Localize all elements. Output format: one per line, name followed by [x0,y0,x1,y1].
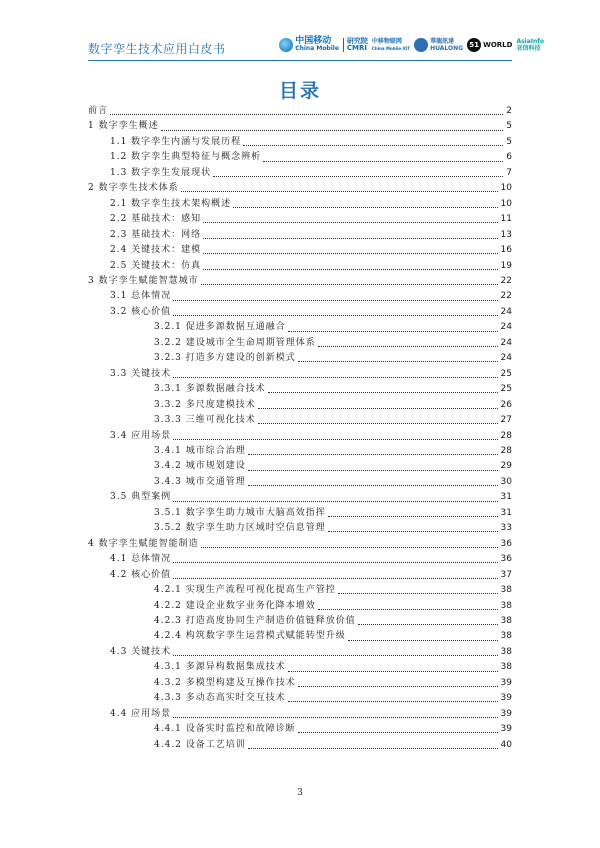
toc-entry-label: 4.2.3 打造高度协同生产制造价值链释放价值 [154,615,356,626]
toc-heading: 目录 [278,80,321,102]
toc-entry[interactable] [88,444,512,459]
toc-entry-page: 22 [500,275,512,286]
toc-entry-label: 4.2.1 实现生产流程可视化提高生产管控 [154,585,336,596]
toc-entry-page: 31 [500,492,512,503]
dot-leader [358,624,498,625]
toc-entry-label: 4.2.2 建设企业数字业务化降本增效 [154,600,316,611]
toc-entry-label: 1 数字孪生概述 [88,121,159,132]
toc-entry-label: 前言 [88,106,109,116]
china-mobile-en: China Mobile [295,45,339,52]
toc-entry[interactable] [88,490,512,505]
toc-entry-label: 3.3.3 三维可视化技术 [154,415,256,426]
toc-entry-label: 2 数字孪生技术体系 [88,183,179,194]
asiainfo-cn: 亚信科技 [516,45,541,52]
toc-entry-label: 4.3 关键技术 [110,646,172,657]
toc-entry-label: 4.3.3 多动态高实时交互技术 [154,693,286,704]
toc-entry[interactable] [88,259,512,274]
toc-entry-page: 25 [500,384,512,395]
dot-leader [248,454,498,455]
toc-entry-page: 24 [500,306,512,317]
toc-entry[interactable] [88,119,512,134]
dot-leader [288,331,498,332]
toc-entry[interactable] [88,135,512,150]
dot-leader [318,609,498,610]
dot-leader [288,671,498,672]
asiainfo-en: AsiaInfo [516,38,544,45]
toc-entry[interactable] [88,722,512,737]
toc-entry[interactable] [88,521,512,536]
toc-entry-label: 1.3 数字孪生发展现状 [110,167,212,178]
toc-entry[interactable] [88,212,512,227]
toc-entry-page: 38 [500,631,512,642]
page-number: 3 [297,788,303,798]
toc-entry-label: 4.2.4 构筑数字孪生运营模式赋能转型升级 [154,631,346,642]
toc-entry[interactable] [88,274,512,289]
toc-entry-label: 3.5.2 数字孪生助力区域时空信息管理 [154,523,326,534]
dot-leader [248,748,498,749]
document-title: 数字孪生技术应用白皮书 [88,42,226,56]
dot-leader [268,392,498,393]
hualong-logo [414,38,463,52]
hualong-en: HUALONG [430,45,464,52]
toc-entry-label: 3.3.1 多源数据融合技术 [154,384,266,395]
china-mobile-cn: 中国移动 [295,36,332,46]
dot-leader [298,686,498,687]
asiainfo-logo [516,38,544,52]
dot-leader [173,562,497,563]
51world-icon: 51 [467,38,481,52]
toc-entry-label: 3.2.2 建设城市全生命周期管理体系 [154,337,316,348]
toc-entry[interactable] [88,429,512,444]
toc-entry[interactable] [88,243,512,258]
toc-entry[interactable] [88,228,512,243]
toc-entry-page: 38 [500,662,512,673]
toc-entry-label: 4.4 应用场景 [110,708,172,719]
toc-entry-page: 11 [500,214,512,225]
toc-entry-label: 3.4.1 城市综合治理 [154,445,246,456]
toc-entry-label: 3.2.1 促进多源数据互通融合 [154,322,286,333]
dot-leader [203,253,497,254]
toc-entry-label: 4.3.1 多源异构数据集成技术 [154,662,286,673]
dot-leader [173,501,497,502]
toc-entry-page: 25 [500,368,512,379]
dot-leader [248,470,498,471]
dot-leader [201,547,498,548]
dot-leader [110,114,503,115]
toc-entry-page: 33 [500,523,512,534]
toc-entry-label: 3.4.3 城市交通管理 [154,476,246,487]
toc-entry-page: 39 [500,724,512,735]
dot-leader [328,516,498,517]
dot-leader [173,377,497,378]
toc-entry[interactable] [88,676,512,691]
toc-entry-page: 10 [500,198,512,209]
toc-entry-page: 27 [500,415,512,426]
toc-entry[interactable] [88,367,512,382]
toc-entry[interactable] [88,568,512,583]
toc-entry-page: 31 [500,507,512,518]
toc-entry-label: 2.4 关键技术：建模 [110,245,202,256]
toc-entry[interactable] [88,629,512,644]
toc-entry-label: 4.4.2 设备工艺培训 [154,739,246,750]
toc-entry-page: 6 [506,152,512,163]
dot-leader [203,238,497,239]
dot-leader [173,717,497,718]
toc-entry[interactable] [88,537,512,552]
toc-entry[interactable] [88,289,512,304]
toc-entry-label: 3 数字孪生赋能智慧城市 [88,275,199,286]
cmri-logo [343,38,368,52]
dot-leader [213,176,503,177]
toc-entry[interactable] [88,351,512,366]
toc-entry[interactable] [88,552,512,567]
dot-leader [173,578,497,579]
toc-entry-page: 29 [500,461,512,472]
iot-cn: 中移物联网 [371,38,402,45]
dot-leader [248,485,498,486]
toc-entry[interactable] [88,166,512,181]
toc-entry-page: 5 [506,136,512,147]
toc-entry-page: 2 [506,106,512,116]
toc-entry-label: 3.5.1 数字孪生助力城市大脑高效指挥 [154,507,326,518]
toc-entry-label: 4.4.1 设备实时监控和故障诊断 [154,724,296,735]
toc-entry-page: 38 [500,646,512,657]
toc-entry[interactable] [88,691,512,706]
toc-entry-label: 1.1 数字孪生内涵与发展历程 [110,136,242,147]
toc-entry-page: 37 [500,569,512,580]
dot-leader [298,732,498,733]
toc-entry-label: 2.3 基础技术：网络 [110,229,202,240]
toc-entry[interactable] [88,738,512,753]
toc-entry[interactable] [88,475,512,490]
toc-entry-page: 13 [500,229,512,240]
cmri-en: CMRI [346,44,368,52]
dot-leader [161,130,504,131]
dot-leader [318,346,498,347]
toc-entry[interactable] [88,382,512,397]
toc-entry-label: 3.2 核心价值 [110,306,172,317]
dot-leader [173,315,497,316]
toc-entry-label: 1.2 数字孪生典型特征与概念辨析 [110,152,262,163]
toc-entry[interactable] [88,707,512,722]
toc-entry-page: 28 [500,430,512,441]
toc-entry-page: 24 [500,322,512,333]
toc-entry-page: 40 [500,739,512,750]
toc-entry-page: 10 [500,183,512,194]
51world-logo [467,38,512,52]
toc-entry-page: 7 [506,167,512,178]
toc-entry-label: 3.4 应用场景 [110,430,172,441]
toc-entry[interactable] [88,506,512,521]
toc-entry[interactable] [88,150,512,165]
dot-leader [348,640,498,641]
logo-strip [279,38,544,52]
dot-leader [173,655,497,656]
hualong-cn: 華龍訊達 [430,38,455,45]
51world-text: WORLD [483,40,513,49]
cmri-cn: 研究院 [346,37,368,45]
dot-leader [258,408,498,409]
toc-entry-label: 2.1 数字孪生技术架构概述 [110,198,232,209]
toc-entry-page: 39 [500,677,512,688]
toc-entry[interactable] [88,398,512,413]
toc-entry[interactable] [88,320,512,335]
toc-entry[interactable] [88,305,512,320]
toc-entry-page: 30 [500,476,512,487]
toc-entry-page: 36 [500,538,512,549]
toc-entry-page: 38 [500,615,512,626]
dot-leader [258,423,498,424]
toc-entry[interactable] [88,413,512,428]
toc-entry-page: 5 [506,121,512,132]
toc-entry-label: 3.2.3 打造多方建设的创新模式 [154,353,296,364]
toc-entry-page: 36 [500,554,512,565]
toc-entry-label: 4 数字孪生赋能智能制造 [88,538,199,549]
dot-leader [173,300,497,301]
toc-entry-page: 38 [500,600,512,611]
dot-leader [263,161,503,162]
toc-entry[interactable] [88,197,512,212]
toc-entry-page: 38 [500,585,512,596]
dot-leader [298,361,498,362]
page-header [0,0,600,62]
toc-entry-label: 3.3 关键技术 [110,368,172,379]
toc-entry-label: 4.1 总体情况 [110,554,172,565]
toc-entry-page: 28 [500,445,512,456]
dot-leader [338,593,498,594]
toc-entry-page: 22 [500,291,512,302]
toc-entry-page: 24 [500,353,512,364]
toc-entry-label: 3.1 总体情况 [110,291,172,302]
toc-entry[interactable] [88,181,512,196]
china-mobile-icon [279,38,293,52]
toc-entry[interactable] [88,583,512,598]
toc-entry-page: 24 [500,337,512,348]
toc-entry[interactable] [88,599,512,614]
toc-entry[interactable] [88,104,512,119]
toc-entry[interactable] [88,336,512,351]
dot-leader [243,145,503,146]
toc-entry-page: 16 [500,245,512,256]
china-mobile-logo [279,38,339,52]
toc-entry-label: 2.2 基础技术：感知 [110,214,202,225]
dot-leader [201,284,498,285]
toc-entry-label: 3.3.2 多尺度建模技术 [154,399,256,410]
toc-entry-label: 3.4.2 城市规划建设 [154,461,246,472]
hualong-icon [414,38,428,52]
iot-logo [372,38,410,52]
toc-entry-page: 19 [500,260,512,271]
toc-entry-label: 3.5 典型案例 [110,492,172,503]
toc-entry-label: 2.5 关键技术：仿真 [110,260,202,271]
dot-leader [233,207,497,208]
dot-leader [328,531,498,532]
dot-leader [203,222,497,223]
dot-leader [173,439,497,440]
toc-entry[interactable] [88,614,512,629]
toc-entry[interactable] [88,459,512,474]
toc-entry[interactable] [88,645,512,660]
iot-en: China Mobile IOT [371,46,411,51]
toc-entry-page: 39 [500,693,512,704]
toc-entry-page: 39 [500,708,512,719]
header-divider [88,60,512,61]
toc-entry[interactable] [88,660,512,675]
dot-leader [288,701,498,702]
dot-leader [203,269,497,270]
dot-leader [181,191,498,192]
toc-entry-label: 4.3.2 多模型构建及互操作技术 [154,677,296,688]
table-of-contents [88,104,512,753]
toc-entry-page: 26 [500,399,512,410]
toc-entry-label: 4.2 核心价值 [110,569,172,580]
